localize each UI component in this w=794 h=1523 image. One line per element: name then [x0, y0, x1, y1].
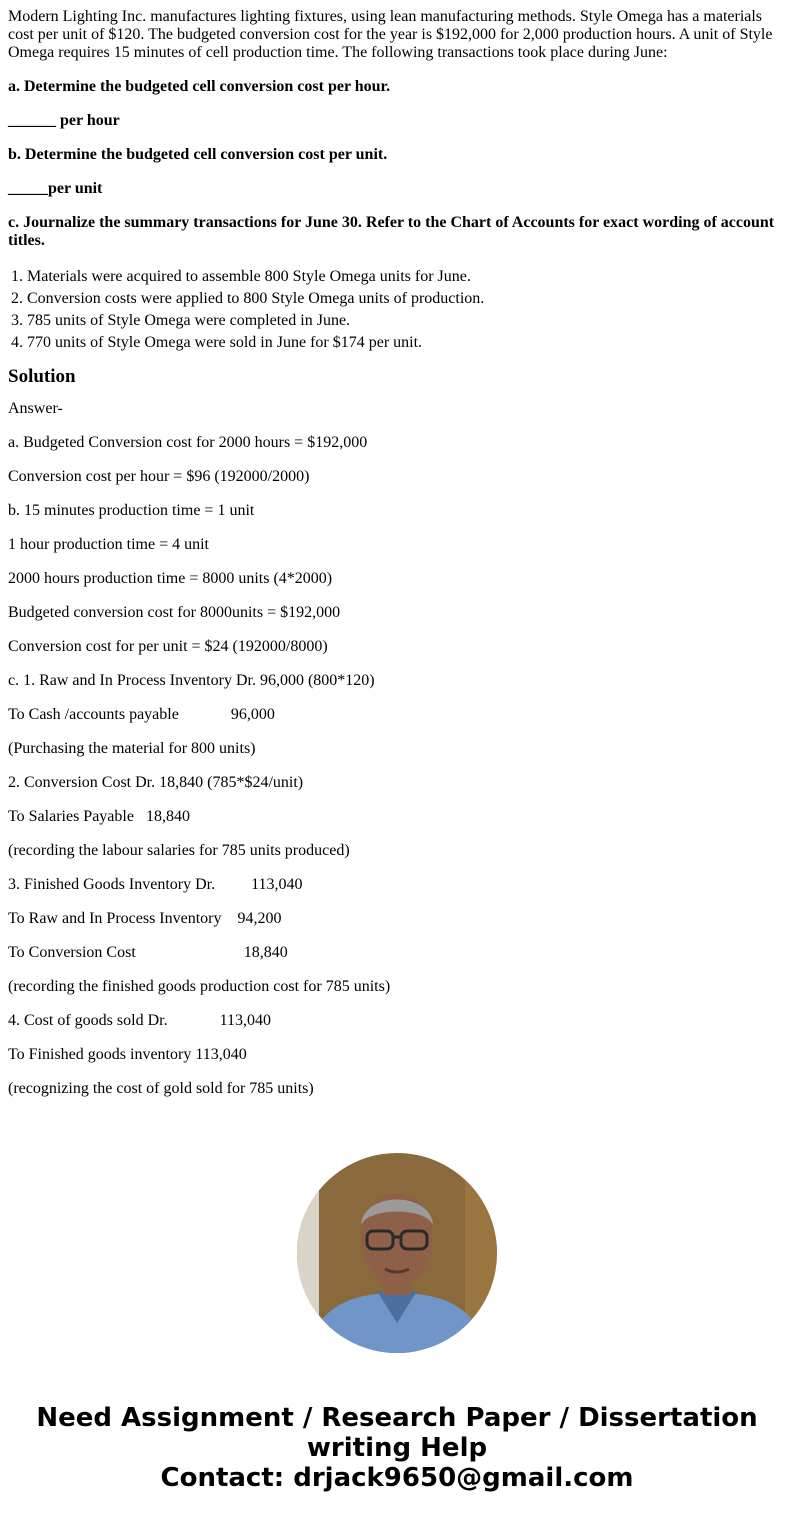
- solution-heading: Solution: [8, 366, 76, 387]
- solution-line: c. 1. Raw and In Process Inventory Dr. 96,000 (800*120): [8, 672, 375, 689]
- solution-line: 2000 hours production time = 8000 units (4*2000): [8, 570, 333, 587]
- tutor-photo: [297, 1153, 497, 1353]
- transaction-item: 1. Materials were acquired to assemble 800 Style Omega units for June.: [11, 268, 471, 285]
- solution-line: To Cash /accounts payable 96,000: [8, 706, 275, 723]
- promo-line-1: Need Assignment / Research Paper / Dissertation: [36, 1403, 758, 1433]
- question-c: c. Journalize the summary transactions for June 30. Refer to the Chart of Accounts for exact wording of account titles.: [8, 214, 775, 249]
- solution-line: b. 15 minutes production time = 1 unit: [8, 502, 255, 519]
- solution-line: 1 hour production time = 4 unit: [8, 536, 209, 553]
- solution-line: Conversion cost per hour = $96 (192000/2000): [8, 468, 310, 485]
- answer-blank-a: ______ per hour: [8, 112, 120, 129]
- solution-line: To Raw and In Process Inventory 94,200: [8, 910, 282, 927]
- promo-contact: Contact: drjack9650@gmail.com: [160, 1463, 634, 1493]
- solution-line: (recognizing the cost of gold sold for 785 units): [8, 1080, 314, 1097]
- transaction-list: [8, 266, 778, 354]
- solution-line: Budgeted conversion cost for 8000units = $192,000: [8, 604, 341, 621]
- solution-line: 4. Cost of goods sold Dr. 113,040: [8, 1012, 271, 1029]
- promo-line-2: writing Help: [306, 1433, 488, 1463]
- solution-line: a. Budgeted Conversion cost for 2000 hours = $192,000: [8, 434, 368, 451]
- solution-line: To Finished goods inventory 113,040: [8, 1046, 247, 1063]
- photo-right-frame: [465, 1173, 497, 1333]
- solution-line: (recording the labour salaries for 785 units produced): [8, 842, 350, 859]
- solution-line: 3. Finished Goods Inventory Dr. 113,040: [8, 876, 303, 893]
- solution-line: (Purchasing the material for 800 units): [8, 740, 256, 757]
- document-page: [8, 8, 778, 1114]
- solution-line: To Salaries Payable 18,840: [8, 808, 190, 825]
- transaction-item: 2. Conversion costs were applied to 800 Style Omega units of production.: [11, 290, 485, 307]
- tutor-portrait-image: [297, 1153, 497, 1353]
- question-a: a. Determine the budgeted cell conversion cost per hour.: [8, 78, 391, 95]
- promo-banner: [0, 1403, 794, 1493]
- solution-line: Conversion cost for per unit = $24 (192000/8000): [8, 638, 328, 655]
- question-b: b. Determine the budgeted cell conversion cost per unit.: [8, 146, 388, 163]
- answer-blank-b: _____per unit: [8, 180, 103, 197]
- solution-line: Answer-: [8, 400, 63, 417]
- photo-left-panel: [297, 1153, 319, 1353]
- solution-line: To Conversion Cost 18,840: [8, 944, 288, 961]
- transaction-item: 4. 770 units of Style Omega were sold in June for $174 per unit.: [11, 334, 423, 351]
- solution-line: 2. Conversion Cost Dr. 18,840 (785*$24/unit): [8, 774, 304, 791]
- solution-line: (recording the finished goods production cost for 785 units): [8, 978, 391, 995]
- transaction-item: 3. 785 units of Style Omega were completed in June.: [11, 312, 351, 329]
- solution-body: [8, 400, 778, 1098]
- problem-intro: Modern Lighting Inc. manufactures lighting fixtures, using lean manufacturing methods. Style Omega has a materials cost per unit of $120. The budgeted conversion cost for the year is $192,000 for 2,000 production hours. A unit of Style Omega requires 15 minutes of cell production time. The following transactions took place during June:: [8, 8, 773, 61]
